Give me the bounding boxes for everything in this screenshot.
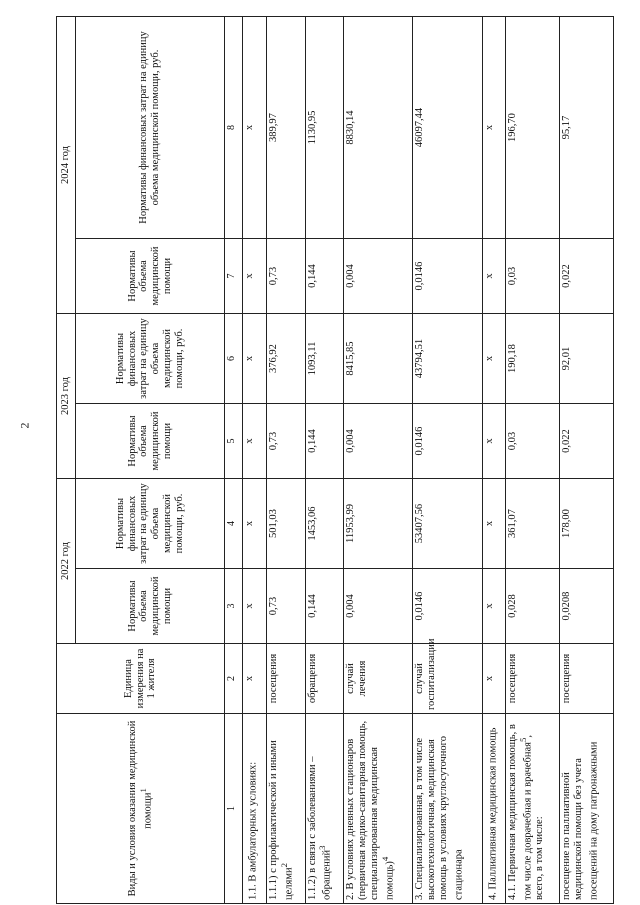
cost-cell: 178,00: [560, 479, 614, 569]
col-num: 7: [224, 239, 242, 314]
table-row: [305, 17, 344, 904]
cost-cell: 376,92: [266, 314, 305, 404]
table-row: [482, 17, 506, 904]
header-year-2024: 2024 год: [57, 17, 76, 314]
volume-cell: 0,004: [344, 404, 413, 479]
volume-cell: х: [482, 239, 506, 314]
volume-cell: 0,73: [266, 404, 305, 479]
row-name: 1.1.2) в связи с заболеваниями – обращений$^3$: [305, 714, 344, 904]
col-num: 2: [224, 644, 242, 714]
norms-table: [56, 16, 614, 904]
cost-cell: 389,97: [266, 17, 305, 239]
cost-cell: 1130,95: [305, 17, 344, 239]
header-year-2022: 2022 год: [57, 479, 76, 644]
col-num: 4: [224, 479, 242, 569]
volume-cell: х: [243, 404, 267, 479]
cost-cell: 43794,51: [413, 314, 482, 404]
volume-cell: х: [482, 569, 506, 644]
cost-cell: 196,70: [506, 17, 560, 239]
rotated-table-wrapper: [56, 17, 614, 904]
cost-cell: 92,01: [560, 314, 614, 404]
col-num: 5: [224, 404, 242, 479]
cost-cell: 95,17: [560, 17, 614, 239]
header-vol-2022: Нормативы объема медицинской помощи: [76, 569, 225, 644]
volume-cell: х: [243, 569, 267, 644]
row-unit: случай лечения: [344, 644, 413, 714]
table-row: [243, 17, 267, 904]
volume-cell: 0,022: [560, 404, 614, 479]
cost-cell: 1093,11: [305, 314, 344, 404]
cost-cell: 1453,06: [305, 479, 344, 569]
row-name: 1.1. В амбулаторных условиях:: [243, 714, 267, 904]
col-num: 1: [224, 714, 242, 904]
cost-cell: х: [243, 479, 267, 569]
volume-cell: 0,144: [305, 404, 344, 479]
volume-cell: 0,73: [266, 239, 305, 314]
volume-cell: 0,004: [344, 569, 413, 644]
volume-cell: 0,144: [305, 569, 344, 644]
table-row: [344, 17, 413, 904]
row-unit: посещения: [560, 644, 614, 714]
cost-cell: х: [482, 479, 506, 569]
volume-cell: 0,0146: [413, 404, 482, 479]
header-fin-2024: Нормативы финансовых затрат на единицу объема медицинской помощи, руб.: [76, 17, 225, 239]
row-unit: х: [482, 644, 506, 714]
cost-cell: х: [243, 17, 267, 239]
row-unit: посещения: [506, 644, 560, 714]
cost-cell: 190,18: [506, 314, 560, 404]
volume-cell: 0,004: [344, 239, 413, 314]
table-row: [560, 17, 614, 904]
volume-cell: 0,0146: [413, 569, 482, 644]
header-vol-2024: Нормативы объема медицинской помощи: [76, 239, 225, 314]
col-num: 8: [224, 17, 242, 239]
cost-cell: 501,03: [266, 479, 305, 569]
cost-cell: х: [482, 314, 506, 404]
cost-cell: 361,07: [506, 479, 560, 569]
row-name: 2. В условиях дневных стационаров (первичная медико-санитарная помощь, специализированная медицинская помощь)$^4$: [344, 714, 413, 904]
page-number: 2: [17, 422, 32, 429]
volume-cell: 0,0146: [413, 239, 482, 314]
table-row: [506, 17, 560, 904]
row-unit: обращения: [305, 644, 344, 714]
row-name: посещение по паллиативной медицинской помощи без учета посещений на дому патронажными: [560, 714, 614, 904]
cost-cell: 8415,85: [344, 314, 413, 404]
column-number-row: [224, 17, 242, 904]
volume-cell: 0,73: [266, 569, 305, 644]
row-unit: х: [243, 644, 267, 714]
volume-cell: 0,0208: [560, 569, 614, 644]
table-row: [413, 17, 482, 904]
row-name: 1.1.1) с профилактической и иными целями$^2$: [266, 714, 305, 904]
header-fin-2023: Нормативы финансовых затрат на единицу объема медицинской помощи, руб.: [76, 314, 225, 404]
header-vol-2023: Нормативы объема медицинской помощи: [76, 404, 225, 479]
volume-cell: 0,022: [560, 239, 614, 314]
col-num: 6: [224, 314, 242, 404]
volume-cell: 0,03: [506, 239, 560, 314]
cost-cell: 46097,44: [413, 17, 482, 239]
cost-cell: 11953,99: [344, 479, 413, 569]
row-name: 4.1. Первичная медицинская помощь, в том числе доврачебная и врачебная$^5$, всего, в том числе:: [506, 714, 560, 904]
row-unit: случай госпитализации: [413, 644, 482, 714]
cost-cell: х: [243, 314, 267, 404]
row-unit: посещения: [266, 644, 305, 714]
cost-cell: х: [482, 17, 506, 239]
volume-cell: х: [243, 239, 267, 314]
volume-cell: 0,028: [506, 569, 560, 644]
header-year-2023: 2023 год: [57, 314, 76, 479]
table-row: [266, 17, 305, 904]
row-name: 3. Специализированная, в том числе высокотехнологичная, медицинская помощь в условиях круглосуточного стационара: [413, 714, 482, 904]
col-num: 3: [224, 569, 242, 644]
header-fin-2022: Нормативы финансовых затрат на единицу объема медицинской помощи, руб.: [76, 479, 225, 569]
volume-cell: 0,144: [305, 239, 344, 314]
volume-cell: х: [482, 404, 506, 479]
header-kind: Виды и условия оказания медицинской помощи$^1$: [57, 714, 225, 904]
header-unit: Единица измерения на 1 жителя: [57, 644, 225, 714]
volume-cell: 0,03: [506, 404, 560, 479]
cost-cell: 53407,56: [413, 479, 482, 569]
row-name: 4. Паллиативная медицинская помощь: [482, 714, 506, 904]
table-body: [243, 17, 614, 904]
cost-cell: 8830,14: [344, 17, 413, 239]
